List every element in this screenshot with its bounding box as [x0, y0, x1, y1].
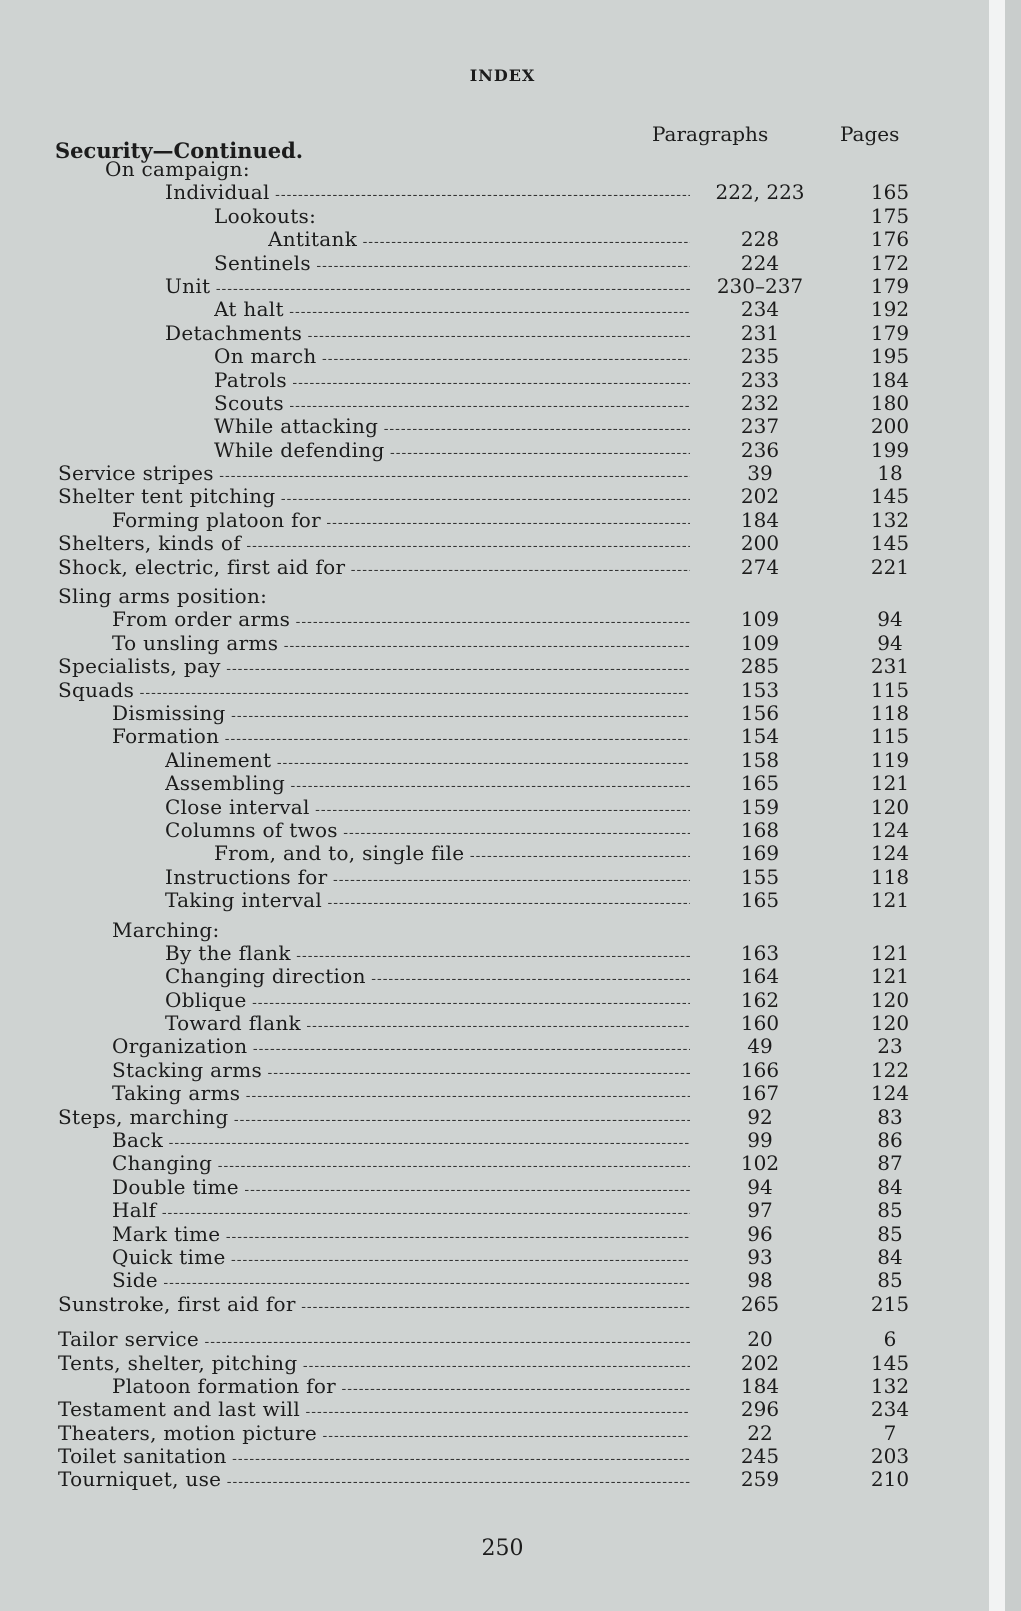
entry-paragraphs: 169 [740, 841, 780, 866]
entry-term: Specialists, pay ----- [58, 655, 690, 681]
entry-paragraphs: 202 [740, 484, 780, 509]
entry-term: Assembling ----- [165, 772, 690, 798]
index-entry [0, 655, 1005, 678]
entry-pages: 6 [883, 1327, 897, 1352]
index-entry [0, 158, 1005, 181]
entry-paragraphs: 92 [747, 1104, 773, 1129]
entry-pages: 215 [870, 1291, 910, 1316]
index-entry [0, 585, 1005, 608]
entry-paragraphs: 22 [747, 1420, 773, 1445]
entry-paragraphs: 259 [740, 1467, 780, 1492]
entry-paragraphs: 184 [740, 1373, 780, 1398]
entry-term: Mark time ----- [112, 1223, 690, 1249]
index-entry [0, 1129, 1005, 1152]
entry-paragraphs: 164 [740, 964, 780, 989]
entry-paragraphs: 235 [740, 344, 780, 369]
page-title: INDEX [469, 66, 536, 85]
entry-paragraphs: 94 [747, 1174, 773, 1199]
entry-term: Dismissing ----- [112, 702, 690, 728]
entry-pages: 124 [870, 1081, 910, 1106]
index-entry [0, 181, 1005, 204]
entry-pages: 175 [870, 203, 910, 228]
entry-pages: 145 [870, 1350, 910, 1375]
entry-term: Close interval ----- [165, 796, 690, 822]
entry-paragraphs: 245 [740, 1444, 780, 1469]
index-entry [0, 205, 1005, 228]
entry-term: Tailor service ----- [58, 1328, 690, 1354]
entry-pages: 120 [870, 987, 910, 1012]
entry-paragraphs: 168 [740, 817, 780, 842]
index-entry [0, 1468, 1005, 1491]
entry-paragraphs: 200 [740, 531, 780, 556]
entry-pages: 18 [877, 461, 903, 486]
entry-paragraphs: 165 [740, 771, 780, 796]
entry-term: Unit ----- [165, 275, 690, 301]
entry-paragraphs: 234 [740, 297, 780, 322]
entry-term: Changing direction ----- [165, 965, 690, 991]
index-entry [0, 439, 1005, 462]
entry-term: Oblique ----- [165, 989, 690, 1015]
entry-pages: 124 [870, 817, 910, 842]
entry-pages: 192 [870, 297, 910, 322]
entry-paragraphs: 285 [740, 654, 780, 679]
entry-pages: 118 [870, 864, 910, 889]
entry-paragraphs: 274 [740, 554, 780, 579]
index-entry [0, 1176, 1005, 1199]
entry-term: Testament and last will ----- [58, 1398, 690, 1424]
entry-paragraphs: 93 [747, 1244, 773, 1269]
entry-paragraphs: 237 [740, 414, 780, 439]
entry-pages: 119 [870, 747, 910, 772]
entry-paragraphs: 233 [740, 367, 780, 392]
entry-paragraphs: 296 [740, 1397, 780, 1422]
entry-paragraphs: 228 [740, 227, 780, 252]
entry-paragraphs: 184 [740, 507, 780, 532]
entry-term: Antitank ----- [268, 228, 690, 254]
entry-term: Platoon formation for ----- [112, 1375, 690, 1401]
entry-pages: 210 [870, 1467, 910, 1492]
entry-term: On campaign: [105, 158, 250, 181]
entry-pages: 84 [877, 1174, 903, 1199]
index-entry [0, 556, 1005, 579]
entry-term: Tourniquet, use ----- [58, 1468, 690, 1494]
index-entry [0, 608, 1005, 631]
entry-paragraphs: 167 [740, 1081, 780, 1106]
entry-paragraphs: 156 [740, 700, 780, 725]
entry-term: From, and to, single file ----- [214, 842, 690, 868]
entry-pages: 85 [877, 1198, 903, 1223]
index-entry [0, 415, 1005, 438]
entry-paragraphs: 97 [747, 1198, 773, 1223]
entry-term: Back ----- [112, 1129, 690, 1155]
entry-term: Shelters, kinds of ----- [58, 532, 690, 558]
index-entry [0, 532, 1005, 555]
entry-paragraphs: 232 [740, 390, 780, 415]
index-entry [0, 725, 1005, 748]
entry-paragraphs: 163 [740, 940, 780, 965]
entry-pages: 85 [877, 1268, 903, 1293]
paragraphs-column-header: Paragraphs [652, 122, 769, 146]
entry-term: Shock, electric, first aid for ----- [58, 556, 690, 582]
entry-pages: 145 [870, 531, 910, 556]
entry-term: From order arms ----- [112, 608, 690, 634]
entry-paragraphs: 153 [740, 677, 780, 702]
index-entry [0, 345, 1005, 368]
index-entry [0, 749, 1005, 772]
entry-paragraphs: 99 [747, 1128, 773, 1153]
index-entry [0, 796, 1005, 819]
entry-pages: 115 [870, 677, 910, 702]
entry-term: Shelter tent pitching ----- [58, 485, 690, 511]
entry-term: Individual ----- [165, 181, 690, 207]
index-entry [0, 228, 1005, 251]
entry-paragraphs: 158 [740, 747, 780, 772]
index-entry [0, 298, 1005, 321]
index-entry [0, 1059, 1005, 1082]
entry-pages: 121 [870, 964, 910, 989]
index-entry [0, 919, 1005, 942]
entry-paragraphs: 166 [740, 1057, 780, 1082]
entry-pages: 87 [877, 1151, 903, 1176]
index-entry [0, 866, 1005, 889]
entry-term: Taking interval ----- [165, 889, 690, 915]
index-entry [0, 369, 1005, 392]
entry-paragraphs: 96 [747, 1221, 773, 1246]
index-entry [0, 1223, 1005, 1246]
index-entry [0, 1246, 1005, 1269]
entry-pages: 179 [870, 320, 910, 345]
index-entry [0, 1328, 1005, 1351]
index-entry [0, 942, 1005, 965]
index-entry [0, 1375, 1005, 1398]
entry-term: Sling arms position: [58, 585, 268, 609]
entry-pages: 184 [870, 367, 910, 392]
entry-paragraphs: 159 [740, 794, 780, 819]
index-entry [0, 889, 1005, 912]
entry-paragraphs: 109 [740, 607, 780, 632]
entry-paragraphs: 165 [740, 888, 780, 913]
entry-term: Theaters, motion picture ----- [58, 1422, 690, 1448]
index-entry [0, 275, 1005, 298]
index-entry [0, 485, 1005, 508]
entry-term: Instructions for ----- [165, 866, 690, 892]
page-edge [989, 0, 1005, 1611]
entry-term: Double time ----- [112, 1176, 690, 1202]
entry-pages: 85 [877, 1221, 903, 1246]
entry-pages: 120 [870, 1011, 910, 1036]
entry-paragraphs: 222, 223 [715, 180, 805, 205]
entry-term: While attacking ----- [214, 415, 690, 441]
index-entry [0, 1082, 1005, 1105]
entry-pages: 124 [870, 841, 910, 866]
index-entry [0, 322, 1005, 345]
entry-paragraphs: 162 [740, 987, 780, 1012]
entry-term: Taking arms ----- [112, 1082, 690, 1108]
entry-pages: 118 [870, 700, 910, 725]
index-entry [0, 842, 1005, 865]
entry-paragraphs: 231 [740, 320, 780, 345]
entry-term: Stacking arms ----- [112, 1059, 690, 1085]
entry-term: Patrols ----- [214, 369, 690, 395]
entry-pages: 199 [870, 437, 910, 462]
entry-term: Detachments ----- [165, 322, 690, 348]
entry-pages: 121 [870, 940, 910, 965]
entry-term: Toward flank ----- [165, 1012, 690, 1038]
entry-pages: 145 [870, 484, 910, 509]
entry-term: Quick time ----- [112, 1246, 690, 1272]
entry-pages: 231 [870, 654, 910, 679]
index-entry [0, 1422, 1005, 1445]
entry-paragraphs: 98 [747, 1268, 773, 1293]
entry-paragraphs: 202 [740, 1350, 780, 1375]
index-entries [0, 158, 1005, 1492]
entry-paragraphs: 236 [740, 437, 780, 462]
entry-pages: 115 [870, 724, 910, 749]
entry-term: To unsling arms ----- [112, 632, 690, 658]
pages-column-header: Pages [840, 122, 900, 146]
entry-paragraphs: 265 [740, 1291, 780, 1316]
index-entry [0, 1445, 1005, 1468]
entry-pages: 234 [870, 1397, 910, 1422]
entry-pages: 120 [870, 794, 910, 819]
entry-term: Marching: [112, 918, 220, 942]
index-entry [0, 1398, 1005, 1421]
entry-term: Alinement ----- [165, 749, 690, 775]
entry-term: At halt ----- [214, 298, 690, 324]
entry-pages: 221 [870, 554, 910, 579]
section-title: Security—Continued. [55, 138, 304, 163]
entry-term: Changing ----- [112, 1152, 690, 1178]
entry-paragraphs: 49 [747, 1034, 773, 1059]
entry-term: Squads ----- [58, 679, 690, 705]
index-entry [0, 1352, 1005, 1375]
entry-pages: 172 [870, 250, 910, 275]
index-entry [0, 772, 1005, 795]
entry-pages: 83 [877, 1104, 903, 1129]
index-entry [0, 1269, 1005, 1292]
index-entry [0, 462, 1005, 485]
entry-pages: 86 [877, 1128, 903, 1153]
index-entry [0, 1293, 1005, 1316]
index-entry [0, 509, 1005, 532]
entry-pages: 23 [877, 1034, 903, 1059]
entry-term: Sunstroke, first aid for ----- [58, 1293, 690, 1319]
entry-paragraphs: 154 [740, 724, 780, 749]
entry-pages: 7 [883, 1420, 897, 1445]
index-entry [0, 1106, 1005, 1129]
entry-pages: 132 [870, 507, 910, 532]
entry-pages: 176 [870, 227, 910, 252]
entry-term: Service stripes ----- [58, 462, 690, 488]
entry-term: Scouts ----- [214, 392, 690, 418]
entry-term: Formation ----- [112, 725, 690, 751]
entry-pages: 94 [877, 630, 903, 655]
entry-pages: 121 [870, 771, 910, 796]
entry-pages: 203 [870, 1444, 910, 1469]
entry-term: Steps, marching ----- [58, 1106, 690, 1132]
entry-term: Side ----- [112, 1269, 690, 1295]
entry-term: Lookouts: [214, 204, 317, 228]
index-entry [0, 1035, 1005, 1058]
index-entry [0, 679, 1005, 702]
entry-paragraphs: 224 [740, 250, 780, 275]
entry-term: Toilet sanitation ----- [58, 1445, 690, 1471]
entry-paragraphs: 20 [747, 1327, 773, 1352]
entry-term: Columns of twos ----- [165, 819, 690, 845]
index-entry [0, 1152, 1005, 1175]
entry-paragraphs: 102 [740, 1151, 780, 1176]
entry-term: Tents, shelter, pitching ----- [58, 1352, 690, 1378]
index-entry [0, 632, 1005, 655]
entry-paragraphs: 39 [747, 461, 773, 486]
entry-pages: 94 [877, 607, 903, 632]
entry-paragraphs: 160 [740, 1011, 780, 1036]
entry-paragraphs: 109 [740, 630, 780, 655]
entry-term: While defending ----- [214, 439, 690, 465]
entry-pages: 180 [870, 390, 910, 415]
index-entry [0, 702, 1005, 725]
entry-pages: 165 [870, 180, 910, 205]
entry-pages: 122 [870, 1057, 910, 1082]
index-entry [0, 1012, 1005, 1035]
entry-paragraphs: 230–237 [716, 273, 804, 298]
entry-pages: 200 [870, 414, 910, 439]
entry-term: Half ----- [112, 1199, 690, 1225]
entry-term: On march ----- [214, 345, 690, 371]
entry-pages: 195 [870, 344, 910, 369]
page-number: 250 [481, 1536, 524, 1561]
index-entry [0, 965, 1005, 988]
index-entry [0, 819, 1005, 842]
entry-paragraphs: 155 [740, 864, 780, 889]
entry-pages: 84 [877, 1244, 903, 1269]
entry-pages: 121 [870, 888, 910, 913]
entry-term: Forming platoon for ----- [112, 509, 690, 535]
entry-pages: 132 [870, 1373, 910, 1398]
entry-term: By the flank ----- [165, 942, 690, 968]
index-entry [0, 989, 1005, 1012]
index-entry [0, 1199, 1005, 1222]
entry-pages: 179 [870, 273, 910, 298]
entry-term: Organization ----- [112, 1035, 690, 1061]
index-entry [0, 392, 1005, 415]
entry-term: Sentinels ----- [214, 252, 690, 278]
index-entry [0, 252, 1005, 275]
